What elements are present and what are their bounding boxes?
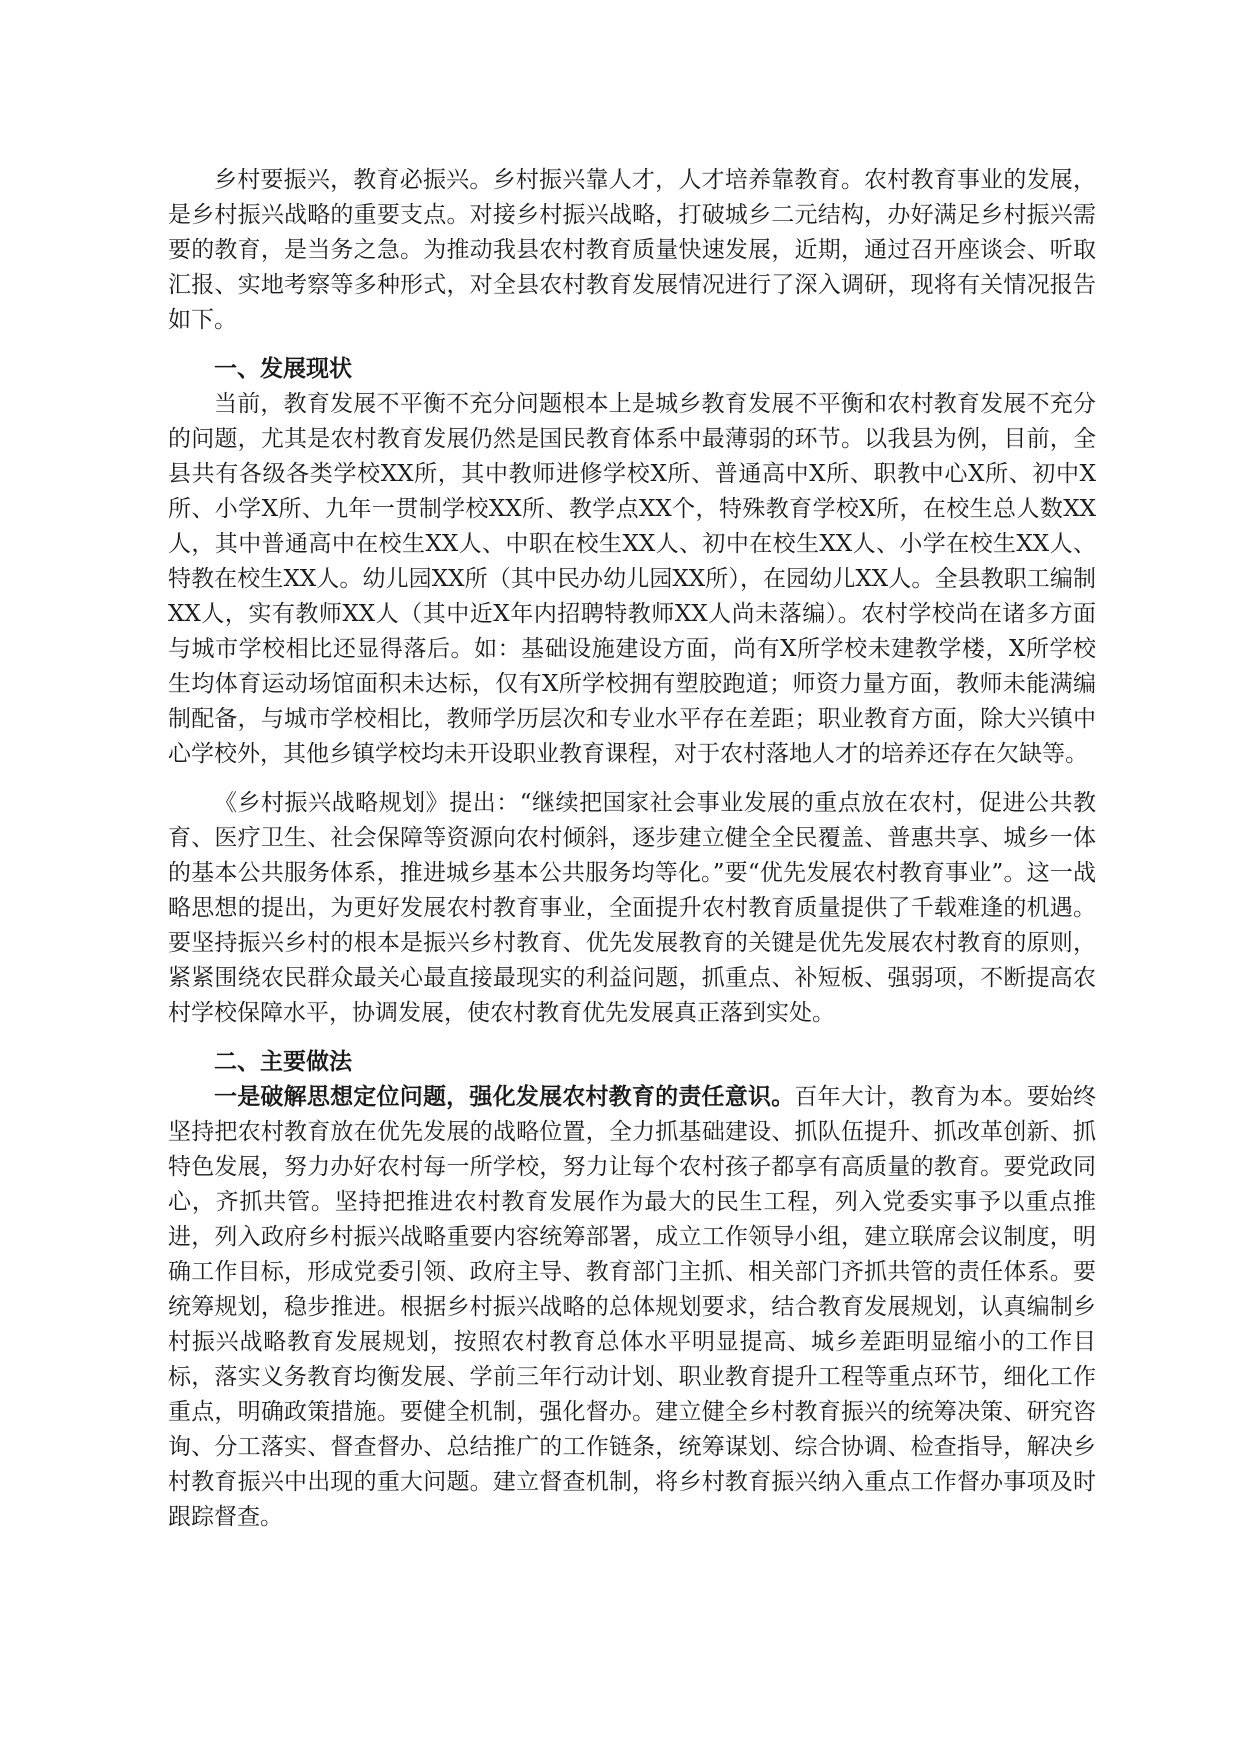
- section1-paragraph-1: 当前，教育发展不平衡不充分问题根本上是城乡教育发展不平衡和农村教育发展不充分的问题，尤其是农村教育发展仍然是国民教育体系中最薄弱的环节。以我县为例，目前，全县共有各级各类学校XX所，其中教师进修学校X所、普通高中X所、职教中心X所、初中X所、小学X所、九年一贯制学校XX所、教学点XX个，特殊教育学校X所，在校生总人数XX人，其中普通高中在校生XX人、中职在校生XX人、初中在校生XX人、小学在校生XX人、特教在校生XX人。幼儿园XX所（其中民办幼儿园XX所），在园幼儿XX人。全县教职工编制XX人，实有教师XX人（其中近X年内招聘特教师XX人尚未落编）。农村学校尚在诸多方面与城市学校相比还显得落后。如：基础设施建设方面，尚有X所学校未建教学楼，X所学校生均体育运动场馆面积未达标，仅有X所学校拥有塑胶跑道；师资力量方面，教师未能满编制配备，与城市学校相比，教师学历层次和专业水平存在差距；职业教育方面，除大兴镇中心学校外，其他乡镇学校均未开设职业教育课程，对于农村落地人才的培养还存在欠缺等。: [168, 391, 1096, 767]
- paragraph-lead-sentence: 一是破解思想定位问题，强化发展农村教育的责任意识。: [214, 1084, 795, 1110]
- section1-paragraph-2: 《乡村振兴战略规划》提出：“继续把国家社会事业发展的重点放在农村，促进公共教育、医疗卫生、社会保障等资源向农村倾斜，逐步建立健全全民覆盖、普惠共享、城乡一体的基本公共服务体系，推进城乡基本公共服务均等化。”要“优先发展农村教育事业”。这一战略思想的提出，为更好发展农村教育事业，全面提升农村教育质量提供了千载难逢的机遇。要坚持振兴乡村的根本是振兴乡村教育、优先发展教育的关键是优先发展农村教育的原则，紧紧围绕农民群众最关心最直接最现实的利益问题，抓重点、补短板、强弱项，不断提高农村学校保障水平，协调发展，使农村教育优先发展真正落到实处。: [168, 790, 1096, 1026]
- section2-paragraph-1: [168, 1080, 1096, 1535]
- section-heading-status: 一、发展现状: [214, 356, 352, 382]
- section-heading-measures: 二、主要做法: [214, 1049, 352, 1075]
- document-body: [168, 163, 1096, 1535]
- intro-paragraph: 乡村要振兴，教育必振兴。乡村振兴靠人才，人才培养靠教育。农村教育事业的发展，是乡村振兴战略的重要支点。对接乡村振兴战略，打破城乡二元结构，办好满足乡村振兴需要的教育，是当务之急。为推动我县农村教育质量快速发展，近期，通过召开座谈会、听取汇报、实地考察等多种形式，对全县农村教育发展情况进行了深入调研，现将有关情况报告如下。: [168, 167, 1096, 333]
- paragraph-body-text: 百年大计，教育为本。要始终坚持把农村教育放在优先发展的战略位置，全力抓基础建设、抓队伍提升、抓改革创新、抓特色发展，努力办好农村每一所学校，努力让每个农村孩子都享有高质量的教育。要党政同心，齐抓共管。坚持把推进农村教育发展作为最大的民生工程，列入党委实事予以重点推进，列入政府乡村振兴战略重要内容统筹部署，成立工作领导小组，建立联席会议制度，明确工作目标，形成党委引领、政府主导、教育部门主抓、相关部门齐抓共管的责任体系。要统筹规划，稳步推进。根据乡村振兴战略的总体规划要求，结合教育发展规划，认真编制乡村振兴战略教育发展规划，按照农村教育总体水平明显提高、城乡差距明显缩小的工作目标，落实义务教育均衡发展、学前三年行动计划、职业教育提升工程等重点环节，细化工作重点，明确政策措施。要健全机制，强化督办。建立健全乡村教育振兴的统筹决策、研究咨询、分工落实、督查督办、总结推广的工作链条，统筹谋划、综合协调、检查指导，解决乡村教育振兴中出现的重大问题。建立督查机制，将乡村教育振兴纳入重点工作督办事项及时跟踪督查。: [168, 1084, 1097, 1530]
